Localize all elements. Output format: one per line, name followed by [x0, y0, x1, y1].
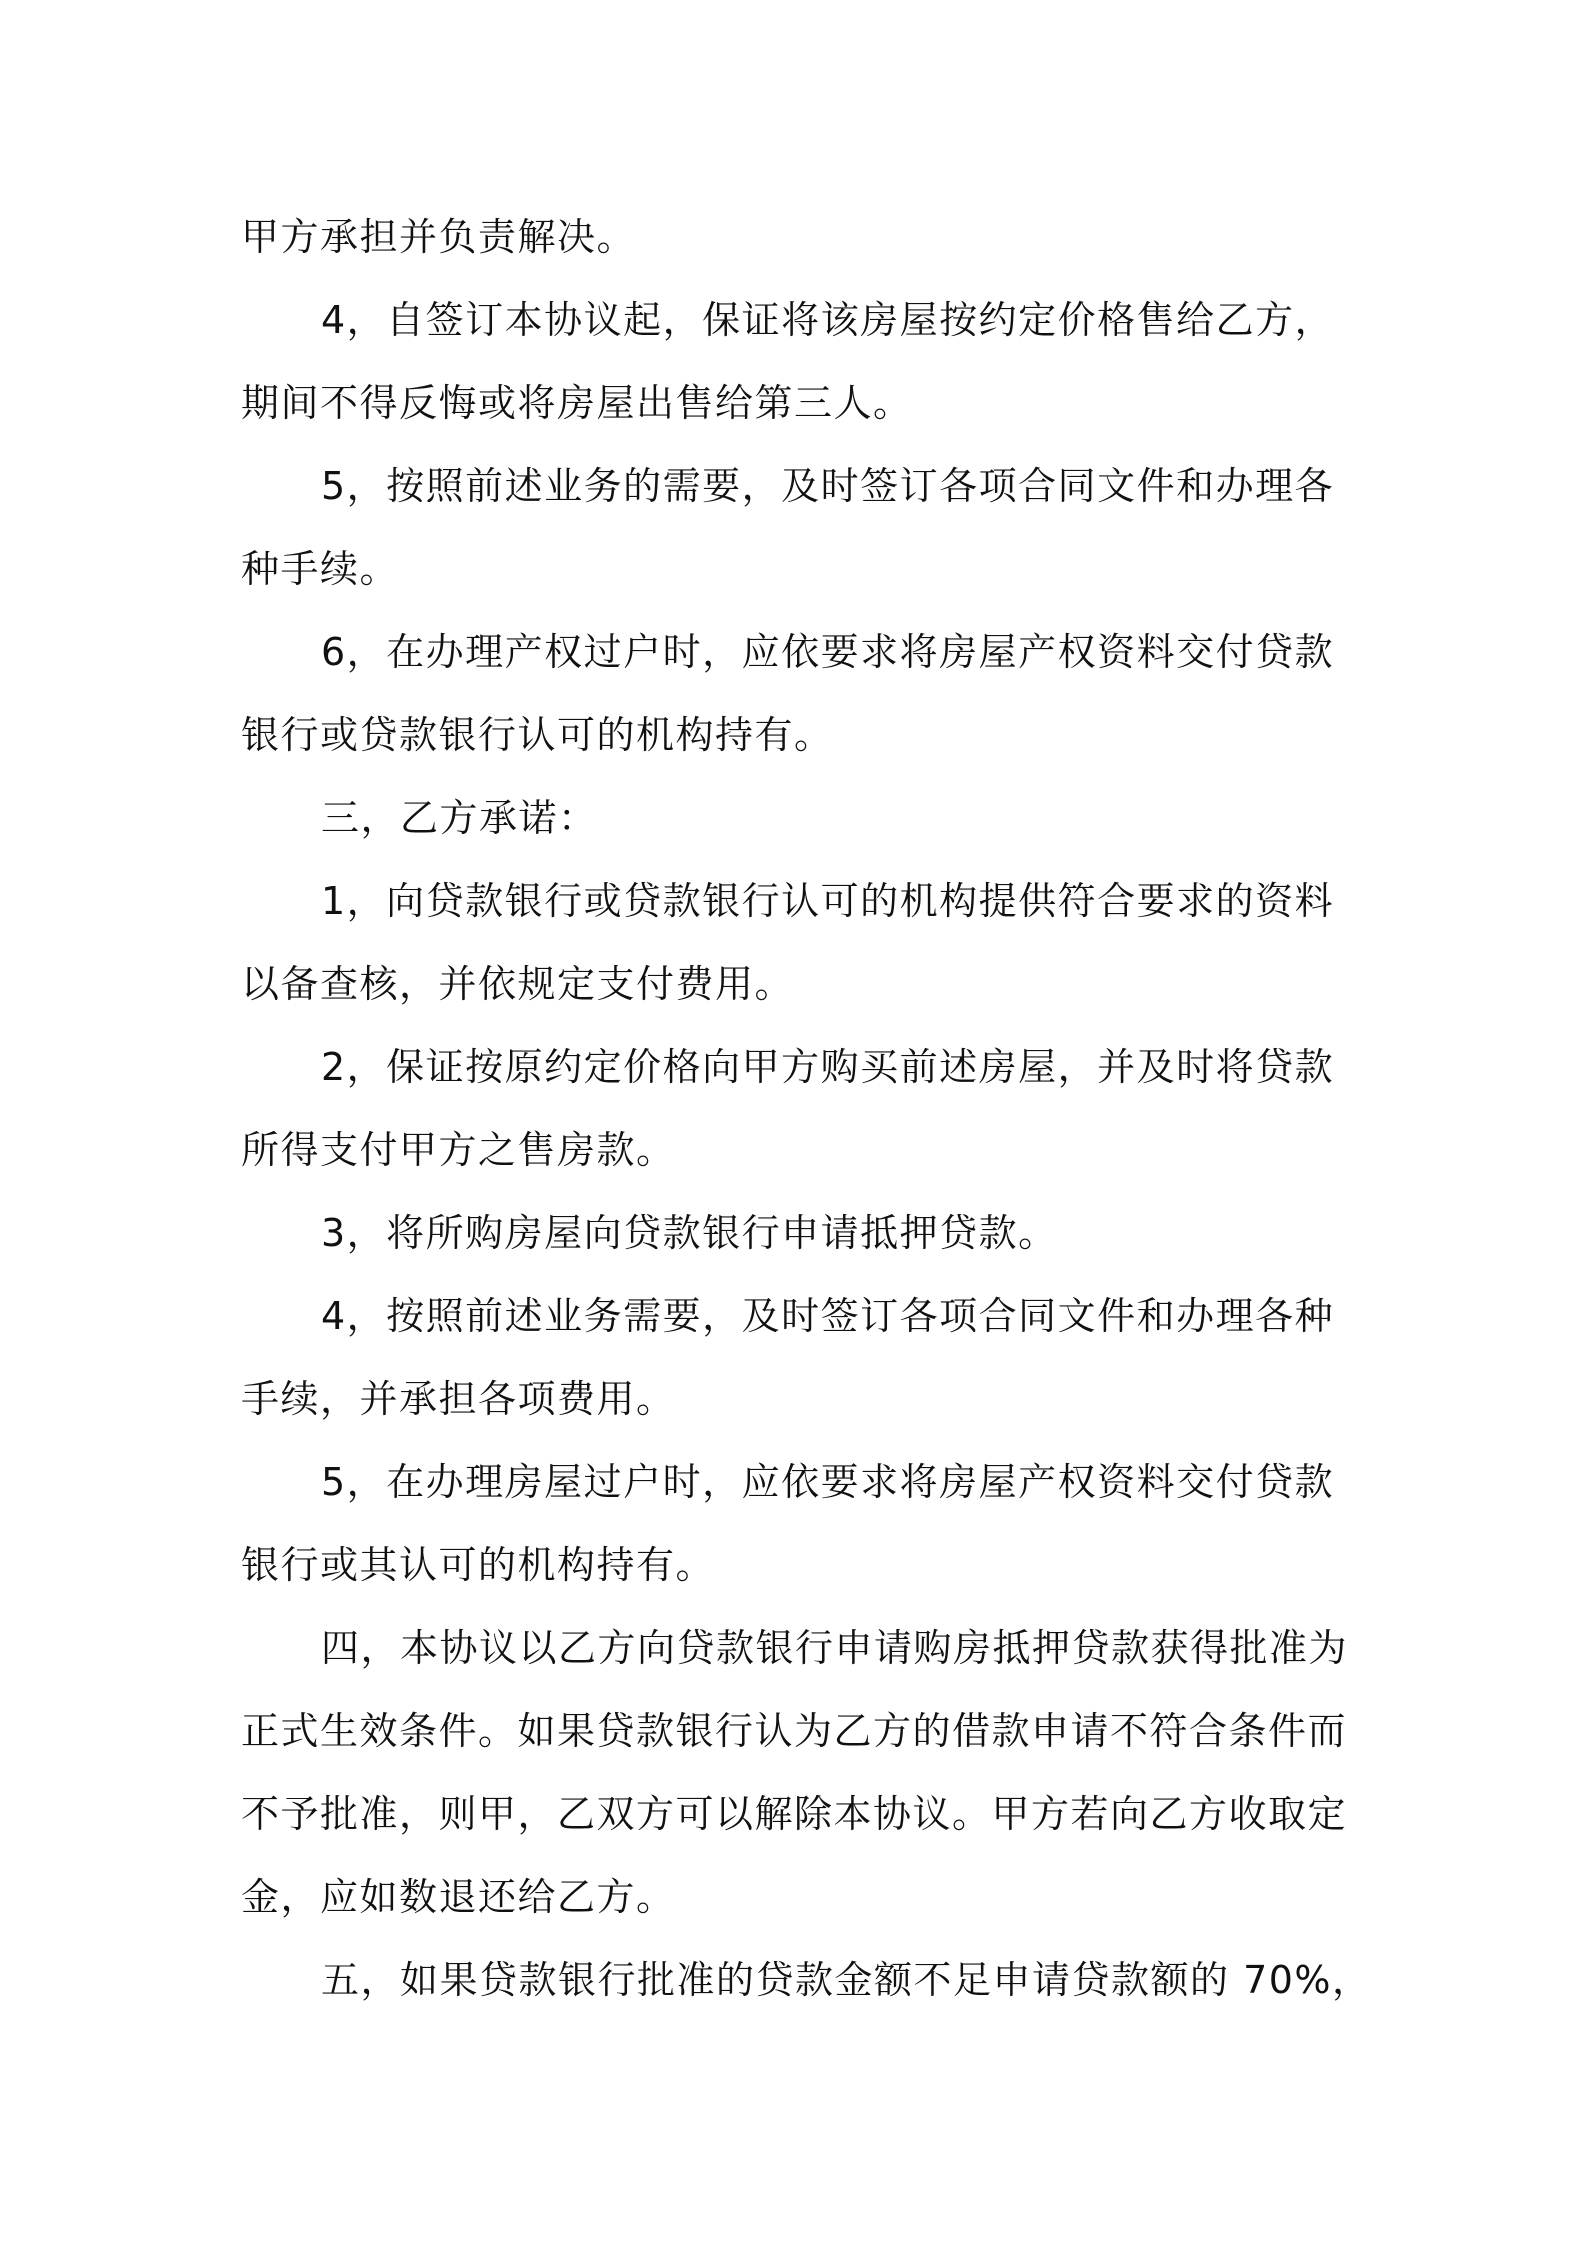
text-line: 金，应如数退还给乙方。 — [241, 1875, 676, 1919]
text-line: 银行或其认可的机构持有。 — [241, 1543, 716, 1587]
text-line: 种手续。 — [241, 547, 400, 591]
text-line: 5，在办理房屋过户时，应依要求将房屋产权资料交付贷款 — [321, 1460, 1335, 1504]
text-line: 正式生效条件。如果贷款银行认为乙方的借款申请不符合条件而 — [241, 1709, 1348, 1753]
text-line: 银行或贷款银行认可的机构持有。 — [241, 713, 834, 757]
text-line: 5，按照前述业务的需要，及时签订各项合同文件和办理各 — [321, 464, 1335, 508]
text-line: 手续，并承担各项费用。 — [241, 1377, 676, 1421]
text-line: 四，本协议以乙方向贷款银行申请购房抵押贷款获得批准为 — [321, 1626, 1349, 1670]
text-line: 2，保证按原约定价格向甲方购买前述房屋，并及时将贷款 — [321, 1045, 1335, 1089]
text-line: 4，自签订本协议起，保证将该房屋按约定价格售给乙方， — [321, 298, 1335, 342]
text-line: 期间不得反悔或将房屋出售给第三人。 — [241, 381, 913, 425]
text-line: 不予批准，则甲，乙双方可以解除本协议。甲方若向乙方收取定 — [241, 1792, 1348, 1836]
text-line: 所得支付甲方之售房款。 — [241, 1128, 676, 1172]
text-line: 五，如果贷款银行批准的贷款金额不足申请贷款额的 70%， — [321, 1958, 1372, 2002]
text-line: 4，按照前述业务需要，及时签订各项合同文件和办理各种 — [321, 1294, 1335, 1338]
text-line: 甲方承担并负责解决。 — [241, 215, 637, 259]
section-heading: 三，乙方承诺： — [321, 796, 598, 840]
text-line: 3，将所购房屋向贷款银行申请抵押贷款。 — [321, 1211, 1058, 1255]
document-body — [241, 196, 1372, 2022]
text-line: 6，在办理产权过户时，应依要求将房屋产权资料交付贷款 — [321, 630, 1335, 674]
text-line: 以备查核，并依规定支付费用。 — [241, 962, 795, 1006]
text-line: 1，向贷款银行或贷款银行认可的机构提供符合要求的资料 — [321, 879, 1335, 923]
